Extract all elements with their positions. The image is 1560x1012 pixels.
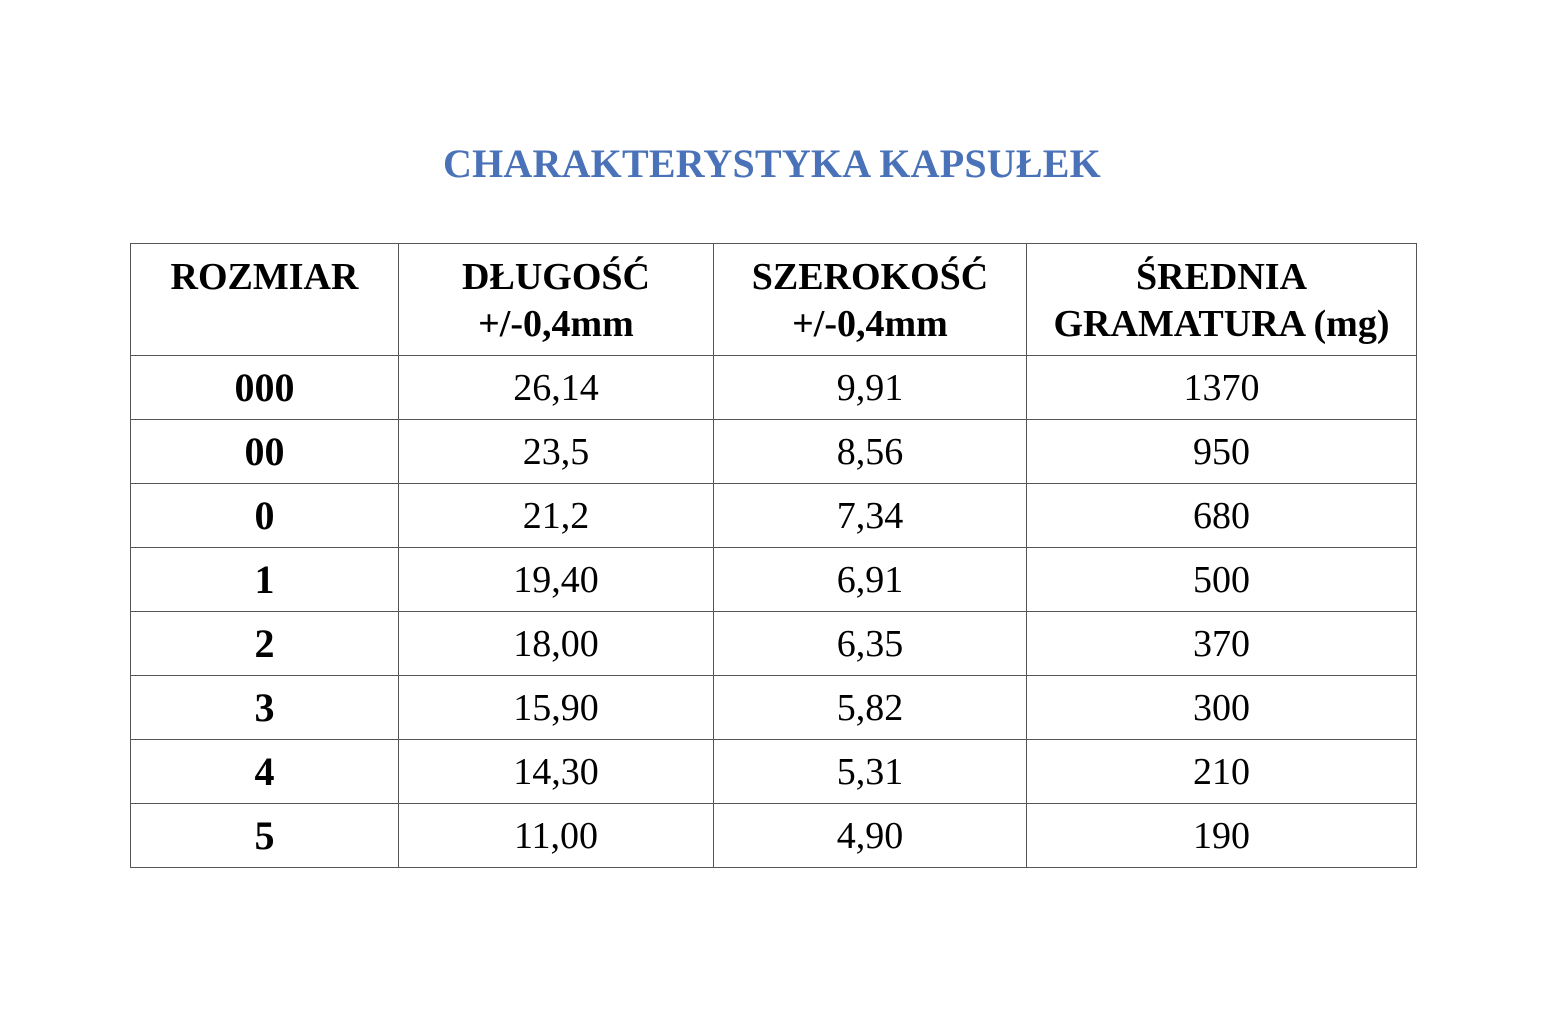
table-header-row xyxy=(131,244,1417,356)
table-row xyxy=(131,548,1417,612)
table-row xyxy=(131,484,1417,548)
cell-length: 19,40 xyxy=(399,548,714,612)
header-size-line-1: ROZMIAR xyxy=(170,256,359,298)
header-width-line-1: SZEROKOŚĆ xyxy=(751,256,989,298)
cell-size: 2 xyxy=(131,612,399,676)
cell-length: 15,90 xyxy=(399,676,714,740)
table-row xyxy=(131,740,1417,804)
cell-length: 18,00 xyxy=(399,612,714,676)
cell-size: 000 xyxy=(131,356,399,420)
cell-width: 5,82 xyxy=(714,676,1027,740)
cell-weight: 680 xyxy=(1027,484,1417,548)
cell-size: 0 xyxy=(131,484,399,548)
cell-weight: 1370 xyxy=(1027,356,1417,420)
cell-size: 00 xyxy=(131,420,399,484)
cell-width: 5,31 xyxy=(714,740,1027,804)
table-row xyxy=(131,420,1417,484)
cell-size: 3 xyxy=(131,676,399,740)
header-weight xyxy=(1027,244,1417,356)
capsule-table xyxy=(130,243,1417,868)
cell-weight: 190 xyxy=(1027,804,1417,868)
cell-length: 11,00 xyxy=(399,804,714,868)
cell-length: 21,2 xyxy=(399,484,714,548)
cell-size: 1 xyxy=(131,548,399,612)
header-weight-line-2: GRAMATURA (mg) xyxy=(1053,303,1390,345)
header-width-line-2: +/-0,4mm xyxy=(792,303,948,345)
cell-length: 23,5 xyxy=(399,420,714,484)
header-width xyxy=(714,244,1027,356)
header-length xyxy=(399,244,714,356)
cell-width: 8,56 xyxy=(714,420,1027,484)
header-size xyxy=(131,244,399,356)
cell-weight: 210 xyxy=(1027,740,1417,804)
table-row xyxy=(131,804,1417,868)
cell-width: 9,91 xyxy=(714,356,1027,420)
header-length-line-2: +/-0,4mm xyxy=(478,303,634,345)
cell-weight: 950 xyxy=(1027,420,1417,484)
cell-width: 6,35 xyxy=(714,612,1027,676)
cell-size: 5 xyxy=(131,804,399,868)
cell-size: 4 xyxy=(131,740,399,804)
cell-weight: 500 xyxy=(1027,548,1417,612)
cell-weight: 300 xyxy=(1027,676,1417,740)
header-weight-line-1: ŚREDNIA xyxy=(1135,256,1308,298)
table-row xyxy=(131,676,1417,740)
cell-width: 4,90 xyxy=(714,804,1027,868)
page-title: CHARAKTERYSTYKA KAPSUŁEK xyxy=(443,141,1101,186)
cell-width: 6,91 xyxy=(714,548,1027,612)
table-row xyxy=(131,612,1417,676)
header-length-line-1: DŁUGOŚĆ xyxy=(462,256,650,298)
table-row xyxy=(131,356,1417,420)
cell-length: 14,30 xyxy=(399,740,714,804)
cell-length: 26,14 xyxy=(399,356,714,420)
cell-width: 7,34 xyxy=(714,484,1027,548)
cell-weight: 370 xyxy=(1027,612,1417,676)
